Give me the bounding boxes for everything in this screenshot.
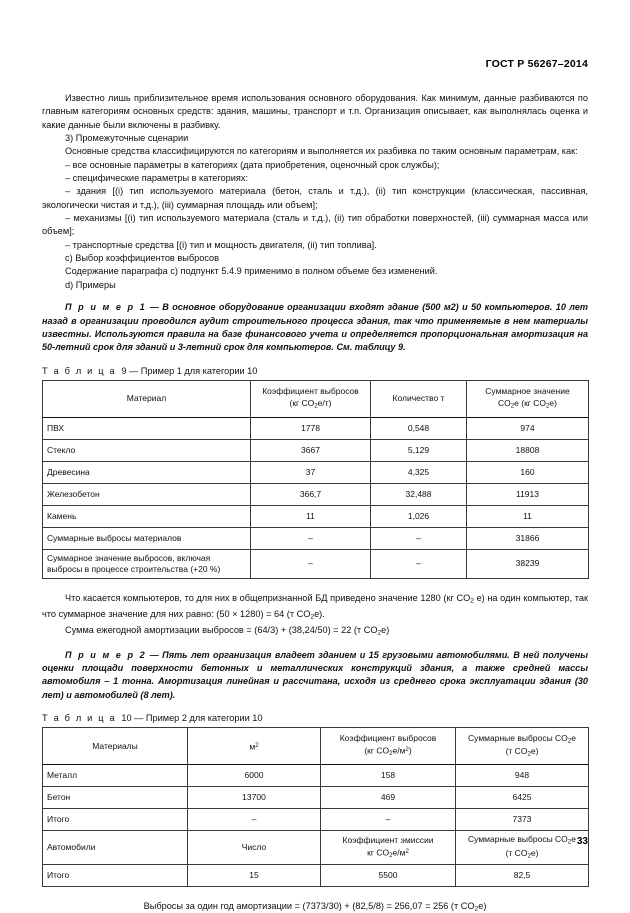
table-row [43,765,589,787]
cell-material: Камень [43,505,251,527]
cell-total: 82,5 [456,865,589,887]
table-row [43,439,589,461]
table-9 [42,380,589,579]
example-1-label: П р и м е р 1 [65,302,147,313]
cell-vehicles-total-label: Суммарные выбросы $CO_2e$ (т $CO_2e$) [456,831,589,865]
mid-p2-sub: 2 [377,629,382,637]
table-10-header-row [43,728,589,765]
mid-p1-sub1: 2 [470,597,474,605]
table-10-caption-prefix: Т а б л и ц а [42,713,117,724]
cell-factor: 366,7 [251,483,371,505]
page-content [42,58,588,913]
cell-total: 11 [467,505,589,527]
table-9-col-factor: Коэффициент выбросов (кг $CO_2e/т$) [251,380,371,417]
cell-quantity: 5,129 [371,439,467,461]
cell-vehicles-factor-label: Коэффициент эмиссии кг $CO_2e/м^2$ [321,831,456,865]
mid-paragraph-1 [42,592,588,624]
cell-total: 160 [467,461,589,483]
cell-total: 31866 [467,527,589,549]
example-2-paragraph [42,649,588,703]
paragraph-9: c) Выбор коэффициентов выбросов [65,253,220,264]
table-row [43,787,589,809]
cell-material: Стекло [43,439,251,461]
cell-quantity: 4,325 [371,461,467,483]
paragraph-6: – здания [(i) тип используемого материала (бетон, сталь и т.д.), (ii) тип конструкции (классическая, пассивная, экологически чистая и т.д.), (iii) суммарная площадь или объем]; [42,186,588,210]
cell-material: Суммарные выбросы материалов [43,527,251,549]
paragraph-8: – транспортные средства [(i) тип и мощность двигателя, (ii) тип топлива]. [65,239,377,250]
example-2-text: Пять лет организация владеет зданием и 15 грузовыми автомобилями. В ней получены оценки площади поверхности бетонных и металлических конструкций здания, а также средней массы автомобиля – 1 тонна. Амортизация линейная и рассчитана, исходя из среднего срока эксплуатации здания (30 лет) и автомобилей (8 лет). [42,649,588,700]
page-number: 33 [576,836,588,847]
paragraph-1: Известно лишь приблизительное время использования основного оборудования. Как минимум, данные разбиваются по главным категориям основных средств: здания, машины, транспорт и т.п. Организация описывает, как выполнялась оценка и какие данные были включены в разбивку. [42,93,588,130]
table-row [43,549,589,578]
table-9-caption-number: 9 [121,365,127,376]
paragraph-3: Основные средства классифицируются по категориям и выполняется их разбивка по таким основным параметрам, как: [65,146,578,157]
table-10-col-factor: Коэффициент выбросов (кг $CO_2e/м^2$) [321,728,456,765]
cell-area: – [188,809,321,831]
mid-paragraph-2 [42,624,588,640]
cell-quantity: 1,026 [371,505,467,527]
cell-total: 11913 [467,483,589,505]
cell-material: Древесина [43,461,251,483]
table-9-caption-prefix: Т а б л и ц а [42,365,117,376]
table-9-col-material: Материал [43,380,251,417]
table-9-caption-text: — Пример 1 для категории 10 [129,365,258,376]
table-10-vehicle-header-row [43,831,589,865]
table-10-caption-number: 10 [121,713,132,724]
table-10-col-total: Суммарные выбросы $CO_2e$ (т $CO_2e$) [456,728,589,765]
cell-material: ПВХ [43,417,251,439]
cell-quantity: – [371,549,467,578]
cell-count: 15 [188,865,321,887]
cell-total: 974 [467,417,589,439]
cell-factor: 1778 [251,417,371,439]
paragraph-4: – все основные параметры в категориях (дата приобретения, оценочный срок службы); [65,159,440,170]
cell-factor: – [251,549,371,578]
paragraph-2: 3) Промежуточные сценарии [65,133,189,144]
table-9-caption [42,366,588,376]
mid-p2-c: e) [381,624,390,635]
mid-p1-e: e). [314,608,325,619]
mid-p1-a: Что касается компьютеров, то для них в общепризнанной БД приведено значение 1280 (кг CO [65,593,471,604]
example-1-text: В основное оборудование организации входят здание (500 м2) и 50 компьютеров. 10 лет назад в организации проводился аудит строительного процесса здания, так что применяемые в нем материалы известны. Используются правила на базе финансового учета и определяется пропорциональная амортизация на 50-летний срок для зданий и 3-летний срок для компьютеров. См. таблицу 9. [42,302,588,353]
example-1-dash: — [146,302,163,313]
cell-material: Итого [43,865,188,887]
mid-p1-c: e) на один компьютер, так что суммарное значение для них равно: (50 × 1280) = 64 (т CO [42,593,589,619]
cell-factor: 5500 [321,865,456,887]
cell-factor: – [251,527,371,549]
cell-factor: 469 [321,787,456,809]
example-1-paragraph [42,301,588,355]
cell-quantity: – [371,527,467,549]
table-10-col-materials: Материалы [43,728,188,765]
table-row [43,505,589,527]
cell-material: Железобетон [43,483,251,505]
standard-code-header: ГОСТ Р 56267–2014 [485,58,588,70]
cell-area: 13700 [188,787,321,809]
paragraph-7: – механизмы [(i) тип используемого материала (сталь и т.д.), (ii) тип обработки поверхностей, (iii) суммарная масса или объем]; [42,213,588,237]
cell-total: 6425 [456,787,589,809]
cell-vehicles-label: Автомобили [43,831,188,865]
paragraph-11: d) Примеры [65,279,116,290]
cell-factor: 3667 [251,439,371,461]
cell-material: Бетон [43,787,188,809]
table-row [43,809,589,831]
cell-quantity: 0,548 [371,417,467,439]
table-row [43,865,589,887]
mid-p1-sub2: 2 [310,613,315,621]
table-row [43,461,589,483]
table-9-header-row [43,380,589,417]
paragraph-5: – специфические параметры в категориях: [65,173,249,184]
example-2-dash: — [146,649,163,660]
table-10-col-area: $м^2$ [188,728,321,765]
footer-formula: Выбросы за один год амортизации = (7373/30) + (82,5/8) = 256,07 = 256 (т $CO_2e$) [143,901,487,913]
table-9-col-total: Суммарное значение $CO_2e$ (кг $CO_2e$) [467,380,589,417]
example-2-label: П р и м е р 2 [65,649,147,660]
cell-factor: 11 [251,505,371,527]
cell-factor: 158 [321,765,456,787]
cell-factor: – [321,809,456,831]
cell-factor: 37 [251,461,371,483]
cell-quantity: 32,488 [371,483,467,505]
table-10-caption [42,713,588,723]
cell-total: 38239 [467,549,589,578]
cell-total: 948 [456,765,589,787]
cell-area: 6000 [188,765,321,787]
table-10-caption-text: — Пример 2 для категории 10 [134,713,263,724]
table-row [43,527,589,549]
table-row [43,417,589,439]
cell-material: Итого [43,809,188,831]
table-row [43,483,589,505]
table-10 [42,727,589,887]
cell-total: 7373 [456,809,589,831]
cell-material: Суммарное значение выбросов, включая выбросы в процессе строительства (+20 %) [43,549,251,578]
cell-material: Металл [43,765,188,787]
cell-total: 18808 [467,439,589,461]
table-9-col-quantity: Количество т [371,380,467,417]
paragraph-10: Содержание параграфа c) подпункт 5.4.9 применимо в полном объеме без изменений. [65,266,438,277]
cell-vehicles-count-label: Число [188,831,321,865]
mid-p2-a: Сумма ежегодной амортизации выбросов = (64/3) + (38,24/50) = 22 (т CO [65,624,378,635]
